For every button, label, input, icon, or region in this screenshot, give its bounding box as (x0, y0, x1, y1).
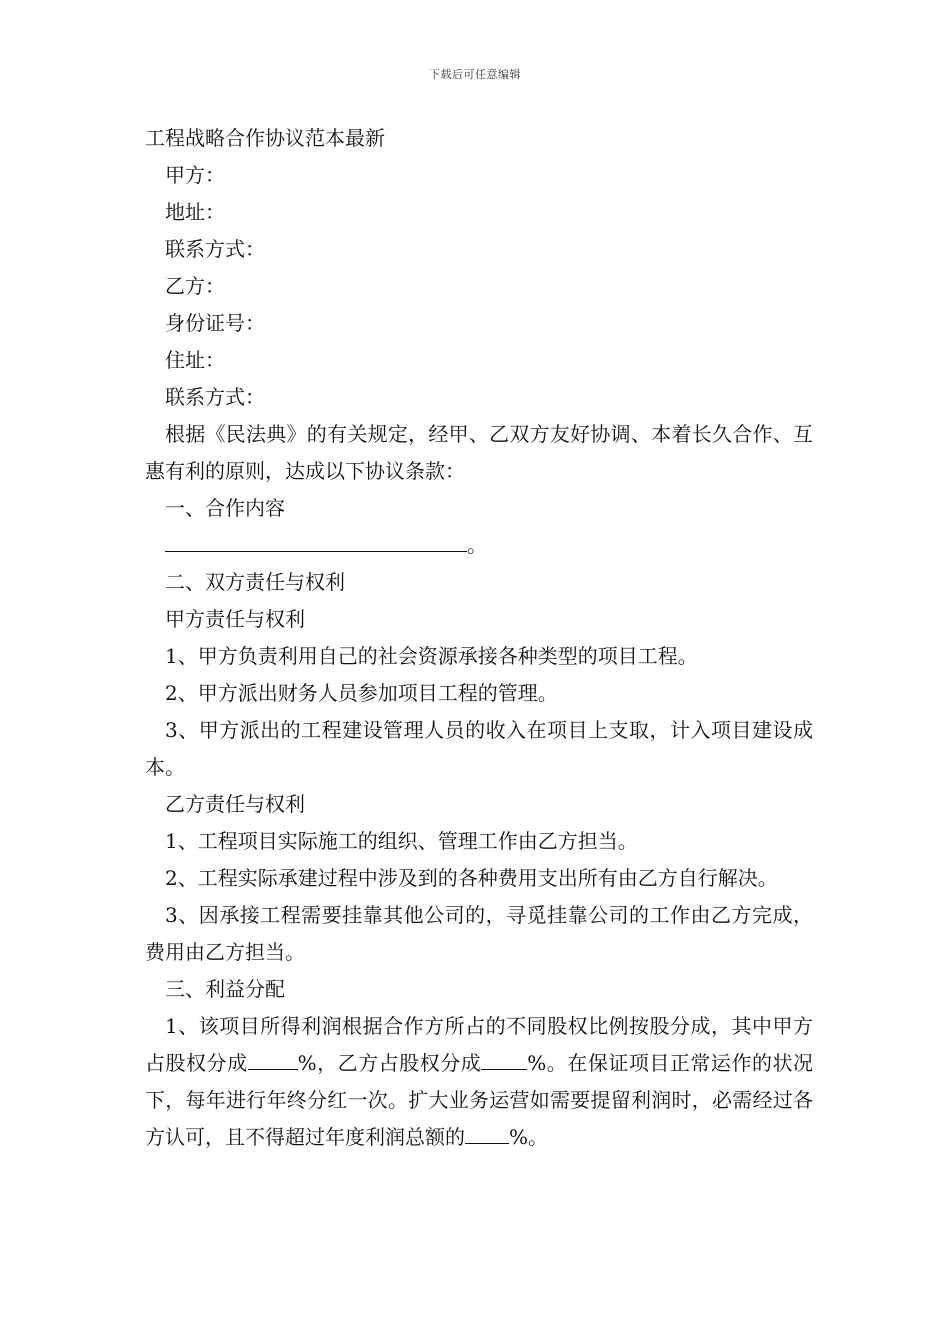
section3-heading: 三、利益分配 (165, 977, 285, 1001)
blank-suffix: 。 (467, 533, 487, 557)
section2-heading: 二、双方责任与权利 (165, 570, 345, 594)
profit-text-part: %。 (509, 1125, 549, 1149)
section1-blank-line (145, 527, 813, 564)
party-b-contact: 联系方式： (165, 385, 265, 409)
party-a-duty-item: 1、甲方负责利用自己的社会资源承接各种类型的项目工程。 (165, 644, 698, 668)
profit-text-part: %。在保证项目正常运作的状况下，每年进行年终分红一次。扩大业务运营如需要提留利润时，必需经过各方认可，且不得超过年度利润总额的 (145, 1051, 813, 1149)
party-b-label: 乙方： (165, 274, 225, 298)
fill-in-blank (248, 1051, 298, 1070)
party-b-duty-item: 3、因承接工程需要挂靠其他公司的，寻觅挂靠公司的工作由乙方完成，费用由乙方担当。 (145, 903, 813, 964)
document-body (145, 120, 813, 1156)
party-b-duties-heading: 乙方责任与权利 (165, 792, 305, 816)
profit-distribution-paragraph (145, 1008, 813, 1156)
party-a-label: 甲方： (165, 163, 225, 187)
header-note: 下载后可任意编辑 (429, 68, 521, 81)
document-title: 工程战略合作协议范本最新 (145, 126, 385, 150)
profit-text-part: %，乙方占股权分成 (297, 1051, 482, 1075)
fill-in-blank (465, 1125, 509, 1144)
profit-text-part: 1、该项目所得利润根据合作方所占的不同股权比例按股分成，其中甲方占股权分成 (145, 1014, 813, 1075)
party-a-duty-item: 2、甲方派出财务人员参加项目工程的管理。 (165, 681, 558, 705)
fill-in-blank (481, 1051, 527, 1070)
preamble-paragraph: 根据《民法典》的有关规定，经甲、乙双方友好协调、本着长久合作、互惠有利的原则，达成以下协议条款： (145, 422, 813, 483)
fill-in-blank (165, 529, 467, 552)
party-a-duties-heading: 甲方责任与权利 (165, 607, 305, 631)
section1-heading: 一、合作内容 (165, 496, 285, 520)
party-a-duty-item: 3、甲方派出的工程建设管理人员的收入在项目上支取，计入项目建设成本。 (145, 718, 813, 779)
party-b-id-number: 身份证号： (165, 311, 265, 335)
party-b-duty-item: 2、工程实际承建过程中涉及到的各种费用支出所有由乙方自行解决。 (165, 866, 778, 890)
party-a-address: 地址： (165, 200, 225, 224)
party-a-contact: 联系方式： (165, 237, 265, 261)
party-b-address: 住址： (165, 348, 225, 372)
party-b-duty-item: 1、工程项目实际施工的组织、管理工作由乙方担当。 (165, 829, 638, 853)
